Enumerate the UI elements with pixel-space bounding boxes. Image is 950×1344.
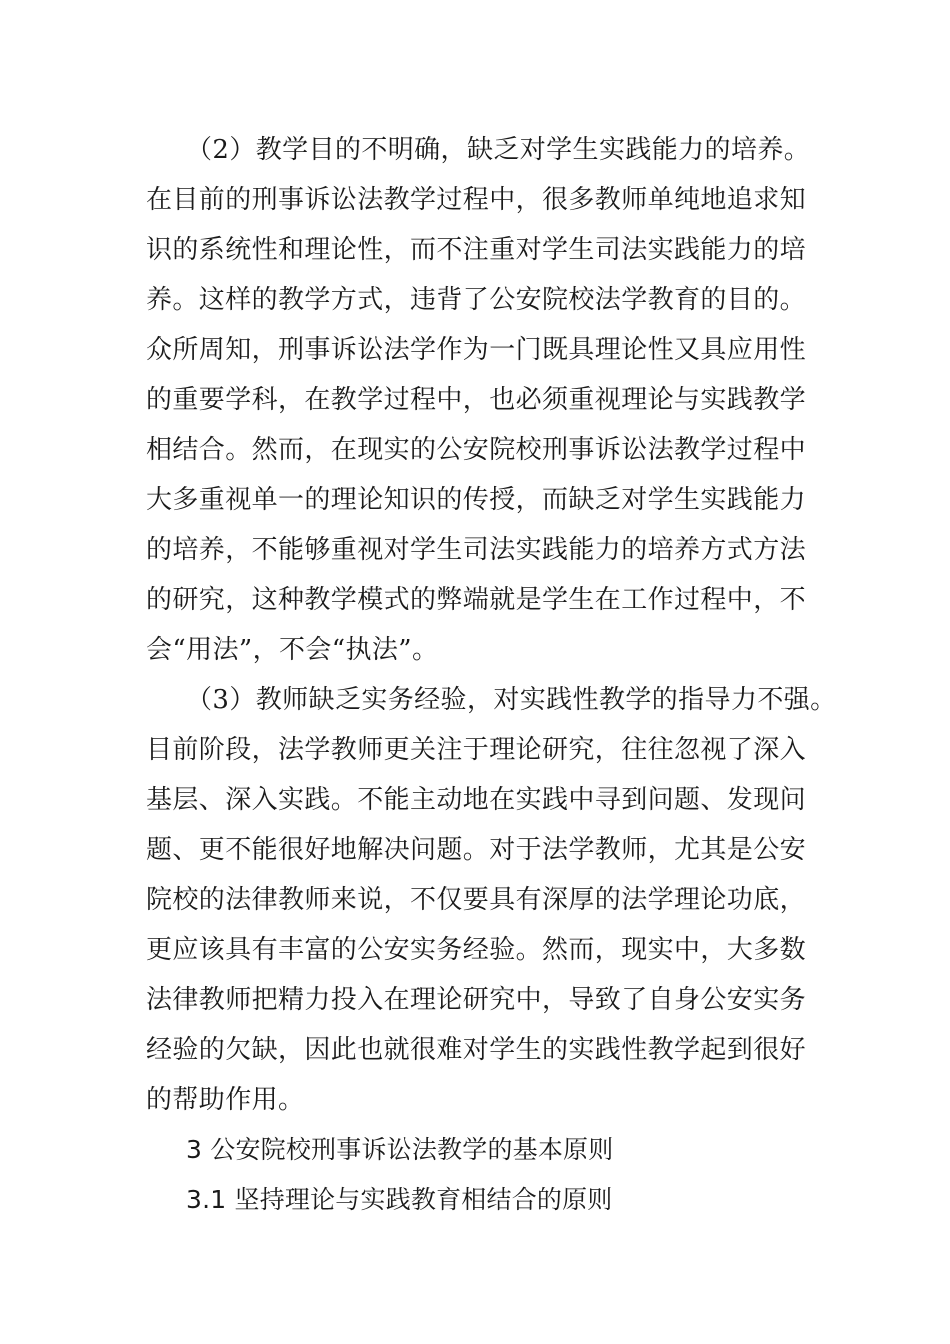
paragraph-line: 的帮助作用。 <box>146 1085 305 1115</box>
paragraph-line: 大多重视单一的理论知识的传授，而缺乏对学生实践能力 <box>146 485 807 515</box>
paragraph-line: （3）教师缺乏实务经验，对实践性教学的指导力不强。 <box>186 685 837 715</box>
paragraph-line: 会“用法”，不会“执法”。 <box>146 635 439 665</box>
paragraph-line: 在目前的刑事诉讼法教学过程中，很多教师单纯地追求知 <box>146 185 807 215</box>
paragraph-line: 的重要学科，在教学过程中，也必须重视理论与实践教学 <box>146 385 807 415</box>
paragraph-line: （2）教学目的不明确，缺乏对学生实践能力的培养。 <box>186 135 811 165</box>
paragraph-line: 目前阶段，法学教师更关注于理论研究，往往忽视了深入 <box>146 735 807 765</box>
section-heading-3-1: 3.1 坚持理论与实践教育相结合的原则 <box>186 1185 613 1214</box>
paragraph-line: 的培养，不能够重视对学生司法实践能力的培养方式方法 <box>146 535 807 565</box>
paragraph-line: 养。这样的教学方式，违背了公安院校法学教育的目的。 <box>146 285 807 315</box>
paragraph-line: 题、更不能很好地解决问题。对于法学教师，尤其是公安 <box>146 835 807 865</box>
paragraph-line: 识的系统性和理论性，而不注重对学生司法实践能力的培 <box>146 235 807 265</box>
paragraph-line: 法律教师把精力投入在理论研究中，导致了自身公安实务 <box>146 985 807 1015</box>
paragraph-line: 更应该具有丰富的公安实务经验。然而，现实中，大多数 <box>146 935 807 965</box>
paragraph-line: 的研究，这种教学模式的弊端就是学生在工作过程中，不 <box>146 585 807 615</box>
paragraph-line: 院校的法律教师来说，不仅要具有深厚的法学理论功底， <box>146 885 807 915</box>
section-heading-3: 3 公安院校刑事诉讼法教学的基本原则 <box>186 1135 614 1164</box>
paragraph-line: 基层、深入实践。不能主动地在实践中寻到问题、发现问 <box>146 785 807 815</box>
paragraph-line: 相结合。然而，在现实的公安院校刑事诉讼法教学过程中 <box>146 435 807 465</box>
paragraph-line: 经验的欠缺，因此也就很难对学生的实践性教学起到很好 <box>146 1035 807 1065</box>
paragraph-line: 众所周知，刑事诉讼法学作为一门既具理论性又具应用性 <box>146 335 807 365</box>
